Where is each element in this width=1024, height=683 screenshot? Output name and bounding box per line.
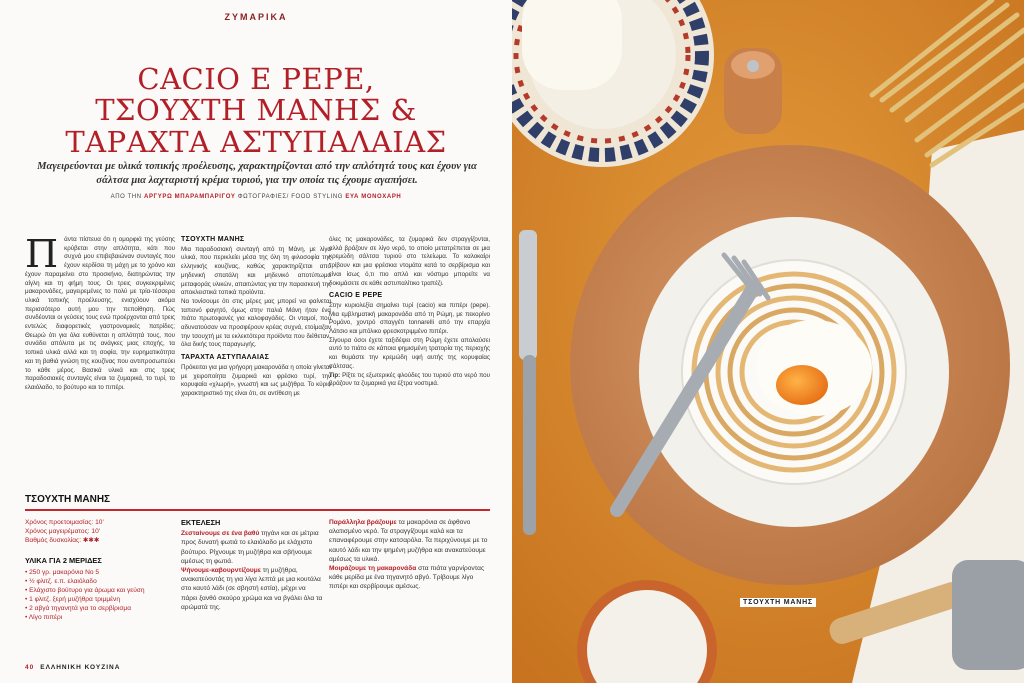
- credits-author: ΑΡΓΥΡΩ ΜΠΑΡΑΜΠΑΡΙΓΟΥ: [144, 194, 236, 200]
- fried-egg: [756, 320, 872, 416]
- paragraph: Στην κυριολεξία σημαίνει τυρί (cacio) και πιπέρι (pepe). Μια εμβληματική μακαρονάδα από τη Ρώμη, με πεκορίνο Ρομάνο, χοντρό σπαγγέτι tonnarelli από την επαρχία Λάτσιο και μπόλικο φρεσκοτριμμένο πιπέρι.: [329, 301, 490, 336]
- ingredient-item: • Ελάχιστο βούτυρο για άρωμα και γεύση: [25, 586, 175, 595]
- magazine-name: ΕΛΛΗΝΙΚΗ ΚΟΥΖΙΝΑ: [40, 664, 121, 671]
- method-step-text: τη μυζήθρα, ανακατεύοντάς τη για λίγα λεπτά με μια κουτάλα στο καυτό λάδι (σε σβηστή εστία), μέχρι να πάρει ξανθό σκούρο χρώμα και να βγάλει όλα τα αρώματά της.: [181, 567, 323, 611]
- credits-prefix: ΑΠΟ ΤΗΝ: [110, 194, 142, 200]
- article-title-line-2: ΤΣΟΥΧΤΗ ΜΑΝΗΣ &: [95, 93, 417, 127]
- ingredient-item: • 1 φλιτζ. ξερή μυζήθρα τριμμένη: [25, 595, 175, 604]
- method-step-text: τηγάνι και σε μέτρια προς δυνατή φωτιά το ελαιόλαδο με ελάχιστο βούτυρο. Ρίχνουμε τη μυζήθρα και σβήνουμε αμέσως τη φωτιά.: [181, 530, 319, 565]
- paragraph: Να τονίσουμε ότι στις μέρες μας μπορεί να φαίνεται ταπεινό φαγητό, όμως στην παλιά Μάνη ήταν ένα πιάτο πρωτοφανές για καλοφαγάδες. Οι νταμοί, που αδυνατούσαν να προσφέρουν κρέας συχνά, ετοίμαζαν την τσουχτή με τα εκλεκτότερα προϊόντα που διέθεταν, όλα δικής τους παραγωγής.: [181, 297, 331, 349]
- recipe-divider: [25, 509, 490, 511]
- tip-text: Ρίξτε τις εξωτερικές φλούδες του τυριού στο νερό που βράζουν τα ζυμαρικά για έξτρα νοστιμιά.: [329, 371, 490, 388]
- difficulty: Βαθμός δυσκολίας: ✱✱✱: [25, 537, 100, 544]
- ingredient-item: • 250 γρ. μακαρόνια Νο 5: [25, 568, 175, 577]
- article-title-line-1: CACIO E PEPE,: [137, 62, 375, 96]
- cheese-block: [522, 0, 622, 90]
- pepper-mill: [724, 48, 782, 134]
- method-step-text: τα μακαρόνια σε άφθονο αλατισμένο νερό. Τα στραγγίζουμε καλά και τα επαναφέρουμε στην κατσαρόλα. Τα περιχύνουμε με το καυτό λάδι και την ψημένη μυζήθρα και ανακατεύουμε αμέσως τα υλικά.: [329, 519, 488, 563]
- method-title: ΕΚΤΕΛΕΣΗ: [181, 518, 221, 527]
- method-step-lead: Ψήνουμε-καβουρντίζουμε: [181, 567, 261, 575]
- method-step-text: στα πιάτα γαρνίροντας κάθε μερίδα με ένα τηγανητό αβγό. Τρίβουμε λίγο πιπέρι και σερβίρουμε αμέσως.: [329, 565, 485, 591]
- ingredients-list: [25, 568, 175, 622]
- recipe-meta: [25, 518, 175, 545]
- credits-stylist: ΕΥΑ ΜΟΝΟΧΑΡΗ: [345, 194, 402, 200]
- credits-middle: ΦΩΤΟΓΡΑΦΙΕΣ/ FOOD STYLING: [237, 194, 344, 200]
- method-column-1: [181, 518, 323, 612]
- method-column-2: [329, 518, 490, 592]
- food-photo-illustration: [512, 0, 1024, 683]
- drop-cap: Π: [25, 236, 59, 276]
- section-label: ΖΥΜΑΡΙΚΑ: [224, 12, 288, 22]
- method-step: [329, 564, 490, 592]
- article-credits: [0, 194, 512, 200]
- paragraph: όλες τις μακαρονάδες, τα ζυμαρικά δεν στραγγίζονται, αλλά βράζουν σε λίγο νερό, το οποίο μετατρέπεται σε μια κρεμώδη σάλτσα τυριού στο τελείωμα. Το καλοκαίρι τρίβουν και μια φρέσκια ντομάτα κατά το σερβίρισμα και είναι ίσως ό,τι πιο απλό και νόστιμο μπορείτε να δοκιμάσετε σε κάθε αστυπαλίτικο τραπέζι.: [329, 236, 490, 287]
- method-step: [181, 529, 323, 566]
- method-step-lead: Ζεσταίνουμε σε ένα βαθύ: [181, 530, 260, 538]
- intro-paragraph: άντα πίστευα ότι η ομορφιά της γεύσης κρύβεται στην απλότητα, κάτι που συχνά μου επιβεβαιώναν συνταγές που έχουν κερδίσει τη μάχη με το χρόνο και έχουν παραμείνει στο προσκήνιο, διατηρώντας την αίγλη και τη φήμη τους. Οι τρεις συγκεκριμένες μακαρονάδες, μαγειρεμένες το πολύ με τρία-τέσσερα υλικά τοπικής προέλευσης, ενισχύουν ακόμα περισσότερο αυτή μου την πεποίθηση. Πώς συνδέονται οι γεύσεις τους ενώ προέρχονται από τρεις εντελώς διαφορετικές γαστρονομικές πατρίδες; Θεωρώ ότι για όλα ευθύνεται η απλότητά τους, που συνάδει απόλυτα με τις ανάγκες μιας εποχής, τα τοπικά υλικά αλλά και τη σοφία, την ευρηματικότητα και τη βαθιά γνώση της κουζίνας που αντιπροσωπεύει το κάθε μέρος. Βασικά υλικά και στις τρεις παραδοσιακές συνταγές είναι τα ζυμαρικά, το τυρί, το ελαιόλαδο, το βούτυρο και το πιπέρι.: [25, 236, 175, 391]
- tip-paragraph: [329, 372, 490, 389]
- subhead-taraxta: ΤΑΡΑΧΤΑ ΑΣΤΥΠΑΛΑΙΑΣ: [181, 354, 270, 362]
- method-step-lead: Μοιράζουμε τη μακαρονάδα: [329, 565, 417, 573]
- body-column-3: [329, 236, 490, 484]
- paragraph: Σίγουρα όσοι έχετε ταξιδέψει στη Ρώμη έχετε απολαύσει αυτό το πιάτο σε κάποια φημισμένη τρατορία της περιοχής και θυμάστε την κρεμώδη υφή αυτής της κορυφαίας σάλτσας.: [329, 336, 490, 370]
- page-number: 40: [25, 664, 35, 671]
- right-page-photo: [512, 0, 1024, 683]
- photo-caption: ΤΣΟΥΧΤΗ ΜΑΝΗΣ: [740, 598, 816, 607]
- method-step: [181, 566, 323, 612]
- paragraph: Μια παραδοσιακή συνταγή από τη Μάνη, με λίγα υλικά, που περικλείει μέσα της όλη τη φιλοσοφία της ελληνικής κουζίνας, καθώς χαρακτηρίζεται από μηδενική σπατάλη και μηδενικό αποτύπωμα μεταφοράς υλικών, απαιτώντας για την παρασκευή της αποκλειστικά τοπικά προϊόντα.: [181, 245, 331, 297]
- tip-label: Tip:: [329, 371, 341, 379]
- paragraph: Πρόκειται για μια γρήγορη μακαρονάδα η οποία γίνεται με χειροποίητα ζυμαρικά και φρέσκο τυρί, την κορυφαία «χλωρή», γνωστή και ως μυζήθρα. Το κύριο χαρακτηριστικό της είναι ότι, σε αντίθεση με: [181, 363, 331, 397]
- ingredient-item: • 2 αβγά τηγανητά για το σερβίρισμα: [25, 604, 175, 613]
- body-column-2: [181, 236, 331, 484]
- recipe-title: ΤΣΟΥΧΤΗ ΜΑΝΗΣ: [25, 494, 111, 505]
- article-title-line-3: ΤΑΡΑΧΤΑ ΑΣΤΥΠΑΛΑΙΑΣ: [65, 125, 447, 159]
- ingredients-title: ΥΛΙΚΑ ΓΙΑ 2 ΜΕΡΙΔΕΣ: [25, 556, 102, 565]
- cook-time: Χρόνος μαγειρέματος: 10': [25, 528, 101, 535]
- subhead-cacio-e-pepe: CACIO E PEPE: [329, 292, 383, 300]
- article-lede: Μαγειρεύονται με υλικά τοπικής προέλευσης, χαρακτηρίζονται από την απλότητά τους και έχουν για σάλτσα μια λαχταριστή κρέμα τυριού, για την οποία τις έχουμε αγαπήσει.: [37, 161, 477, 186]
- body-column-1: [25, 236, 175, 482]
- method-step: [329, 518, 490, 564]
- prep-time: Χρόνος προετοιμασίας: 10': [25, 519, 104, 526]
- ingredient-item: • Λίγο πιπέρι: [25, 613, 175, 622]
- ingredient-item: • ½ φλιτζ. ε.π. ελαιόλαδο: [25, 577, 175, 586]
- page-folio: [25, 664, 120, 671]
- subhead-tsouchti: ΤΣΟΥΧΤΗ ΜΑΝΗΣ: [181, 236, 245, 243]
- method-step-lead: Παράλληλα βράζουμε: [329, 519, 397, 526]
